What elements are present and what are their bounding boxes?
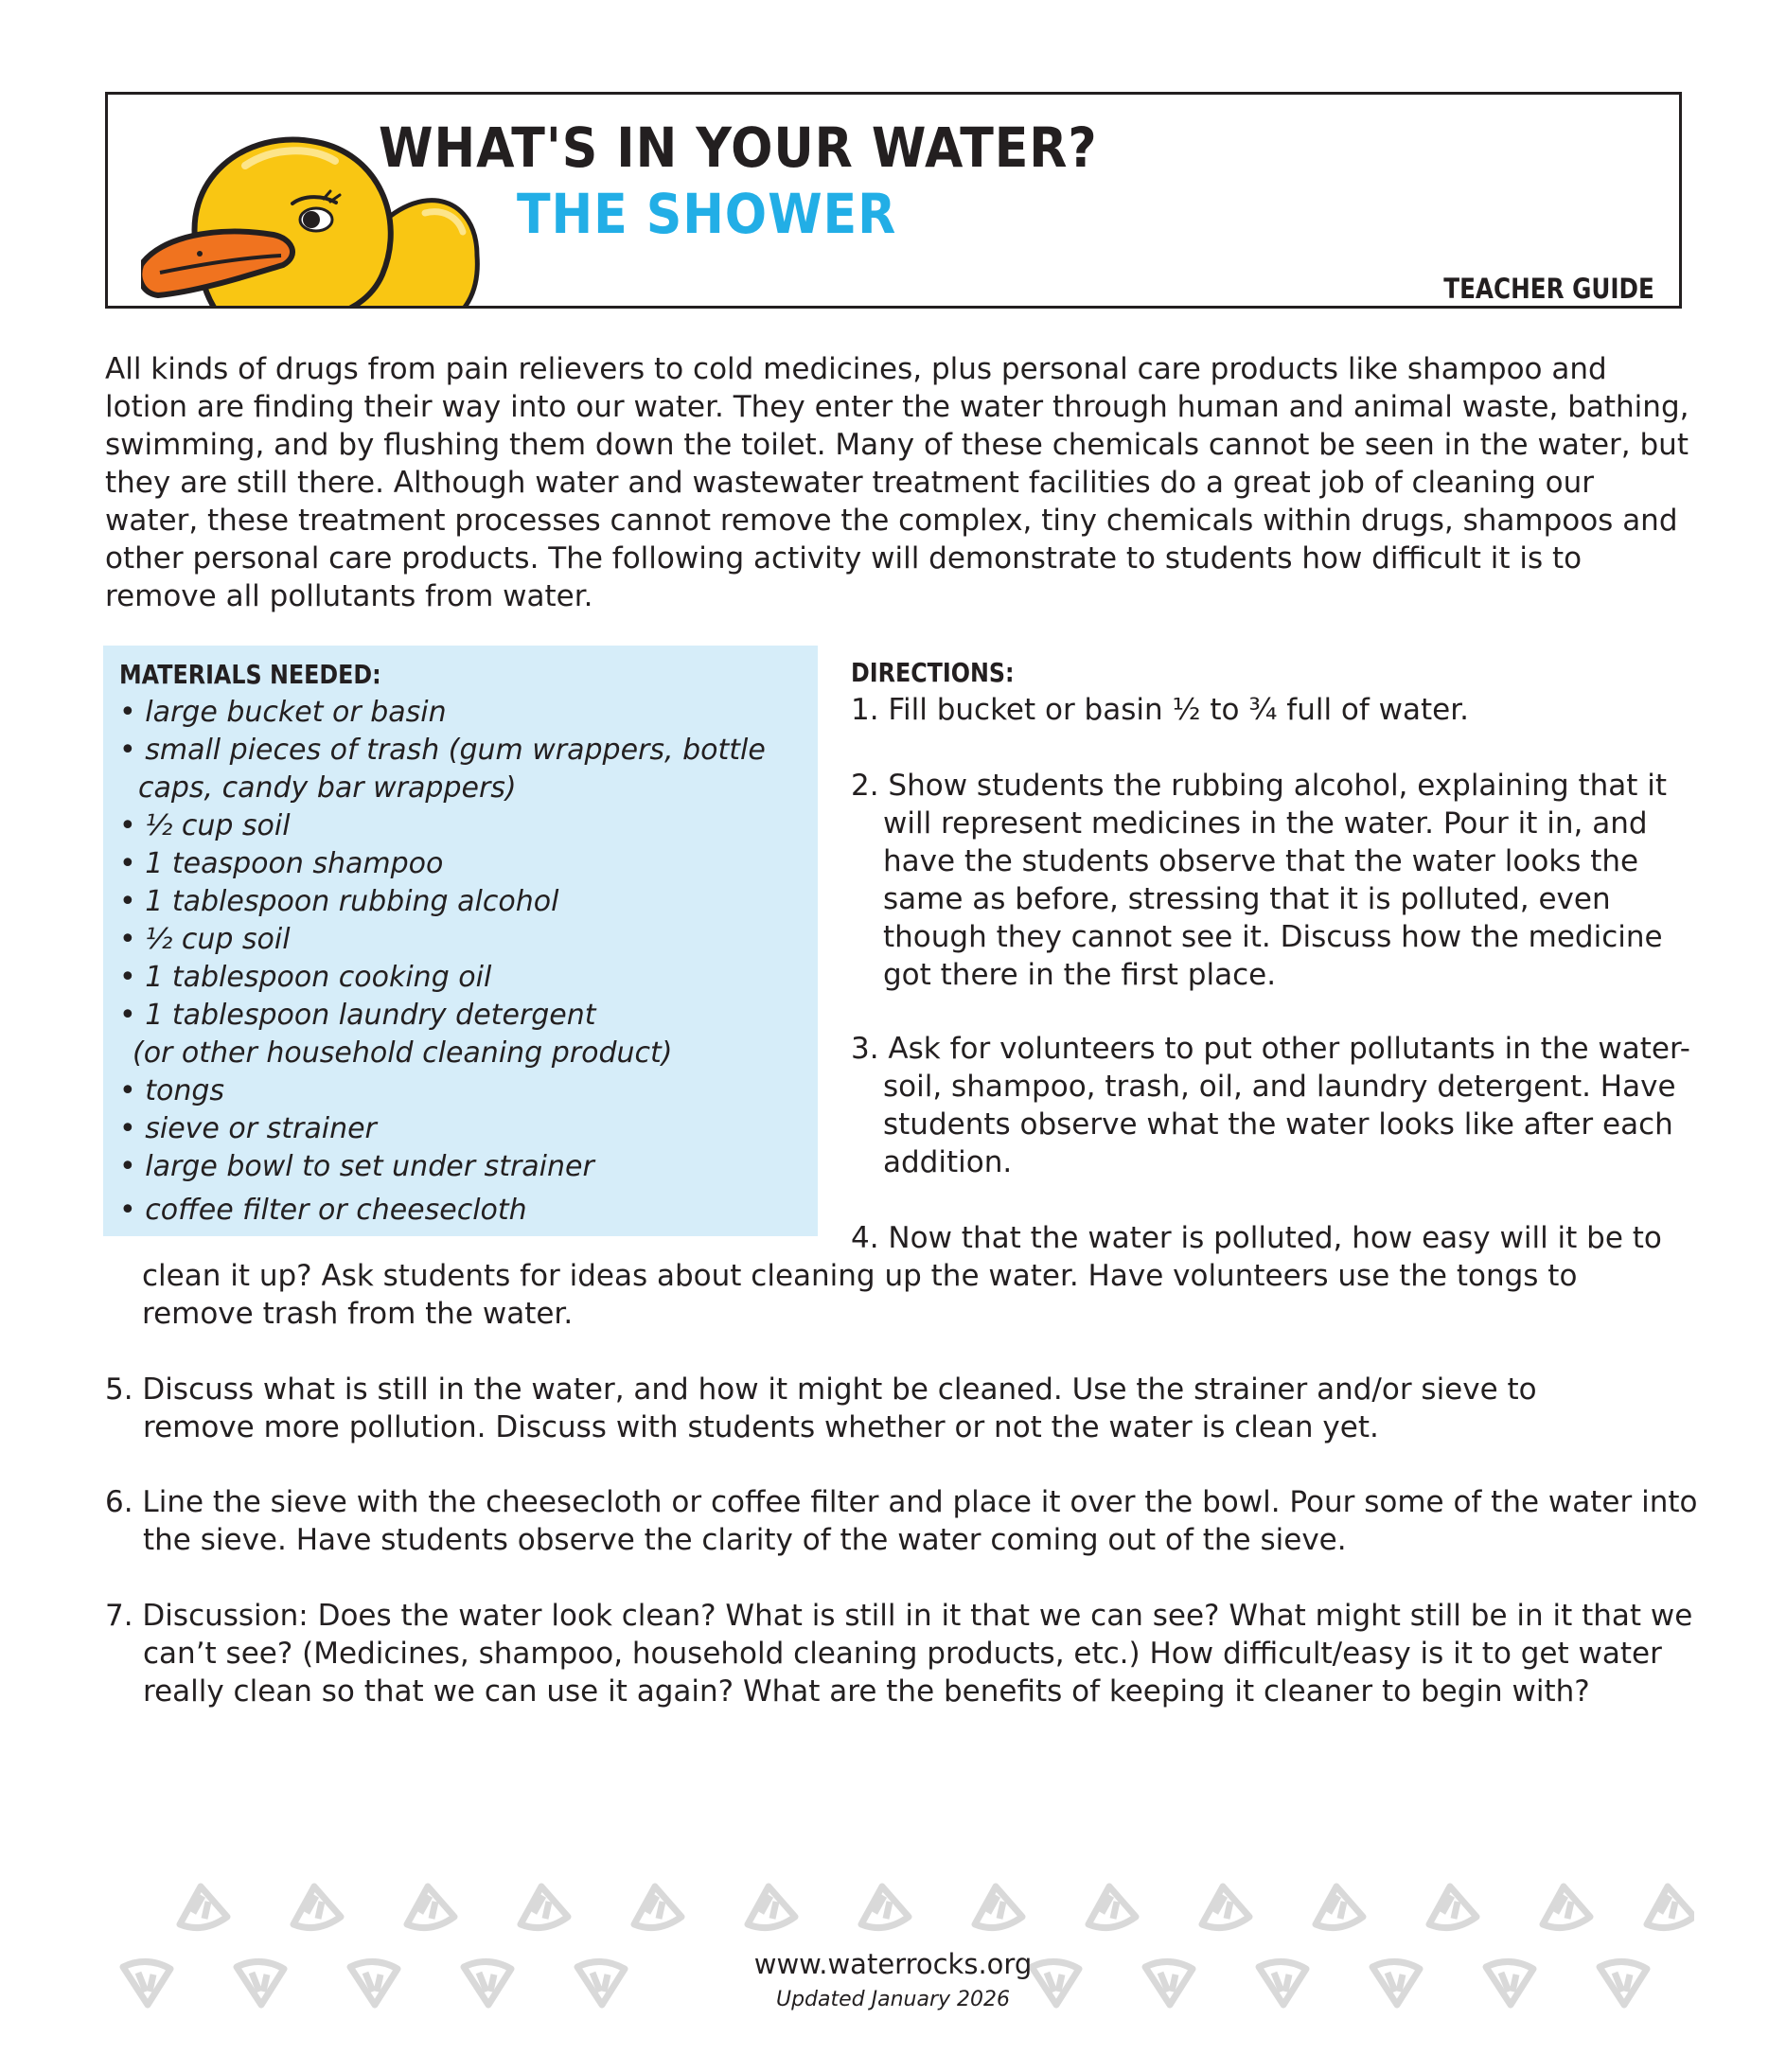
- list-item: • 1 teaspoon shampoo: [119, 847, 444, 880]
- direction-step-3: 3. Ask for volunteers to put other pollutants in the water- soil, shampoo, trash, oil, and laundry detergent. Have students observe what the water looks like after each addition.: [851, 1032, 1690, 1179]
- list-item: • ½ cup soil: [119, 809, 291, 842]
- header-banner: [105, 92, 1682, 309]
- direction-step-7: 7. Discussion: Does the water look clean? What is still in it that we can see? What might still be in it that we can’t see? (Medicines, shampoo, household cleaning products, etc.) How difficult/easy is it to get water really clean so that we can use it again? What are the benefits of keeping it cleaner to begin with?: [105, 1599, 1693, 1709]
- materials-heading: MATERIALS NEEDED:: [119, 659, 381, 690]
- list-item: • sieve or strainer: [119, 1112, 377, 1145]
- list-item: • 1 tablespoon laundry detergent (or other household cleaning product): [119, 999, 673, 1070]
- direction-step-4-continued: clean it up? Ask students for ideas about cleaning up the water. Have volunteers use the tongs to remove trash from the water.: [142, 1259, 1578, 1331]
- list-item: • small pieces of trash (gum wrappers, bottle caps, candy bar wrappers): [119, 734, 775, 805]
- direction-step-2: 2. Show students the rubbing alcohol, explaining that it will represent medicines in the water. Pour it in, and have the students observe that the water looks the same as before, stressing that it is polluted, even though they cannot see it. Discuss how the medicine got there in the first place.: [851, 769, 1668, 992]
- direction-step-5: 5. Discuss what is still in the water, and how it might be cleaned. Use the strainer and/or sieve to remove more pollution. Discuss with students whether or not the water is clean yet.: [105, 1372, 1537, 1444]
- list-item: • coffee filter or cheesecloth: [119, 1194, 527, 1227]
- footer-updated-date: Updated January 2026: [775, 1988, 1011, 2011]
- list-item: • large bucket or basin: [119, 696, 447, 729]
- list-item: • 1 tablespoon cooking oil: [119, 961, 492, 994]
- list-item: • tongs: [119, 1074, 225, 1107]
- list-item: • large bowl to set under strainer: [119, 1150, 594, 1183]
- footprint-row-top: [180, 1886, 1694, 1928]
- teacher-guide-label: TEACHER GUIDE: [1443, 273, 1654, 305]
- page-title: WHAT'S IN YOUR WATER?: [379, 115, 1098, 180]
- list-item: • 1 tablespoon rubbing alcohol: [119, 885, 559, 918]
- direction-step-4-start: 4. Now that the water is polluted, how easy will it be to: [851, 1221, 1662, 1255]
- list-item: • ½ cup soil: [119, 923, 291, 956]
- footer-website: www.waterrocks.org: [753, 1948, 1033, 1980]
- directions-section: [851, 654, 1703, 692]
- direction-step-1: 1. Fill bucket or basin ½ to ¾ full of water.: [851, 693, 1469, 727]
- materials-box: [103, 646, 818, 1236]
- direction-step-6: 6. Line the sieve with the cheesecloth or coffee filter and place it over the bowl. Pour some of the water into the sieve. Have students observe the clarity of the water coming out of the sieve.: [105, 1485, 1698, 1557]
- materials-list: [119, 694, 818, 1230]
- page-subtitle: THE SHOWER: [517, 182, 897, 246]
- intro-paragraph: All kinds of drugs from pain relievers to cold medicines, plus personal care products like shampoo and lotion are finding their way into our water. They enter the water through human and animal waste, bathing, swimming, and by flushing them down the toilet. Many of these chemicals cannot be seen in the water, but they are still there. Although water and wastewater treatment facilities do a great job of cleaning our water, these treatment processes cannot remove the complex, tiny chemicals within drugs, shampoos and other personal care products. The following activity will demonstrate to students how difficult it is to remove all pollutants from water.: [105, 352, 1689, 613]
- directions-heading: DIRECTIONS:: [851, 657, 1015, 688]
